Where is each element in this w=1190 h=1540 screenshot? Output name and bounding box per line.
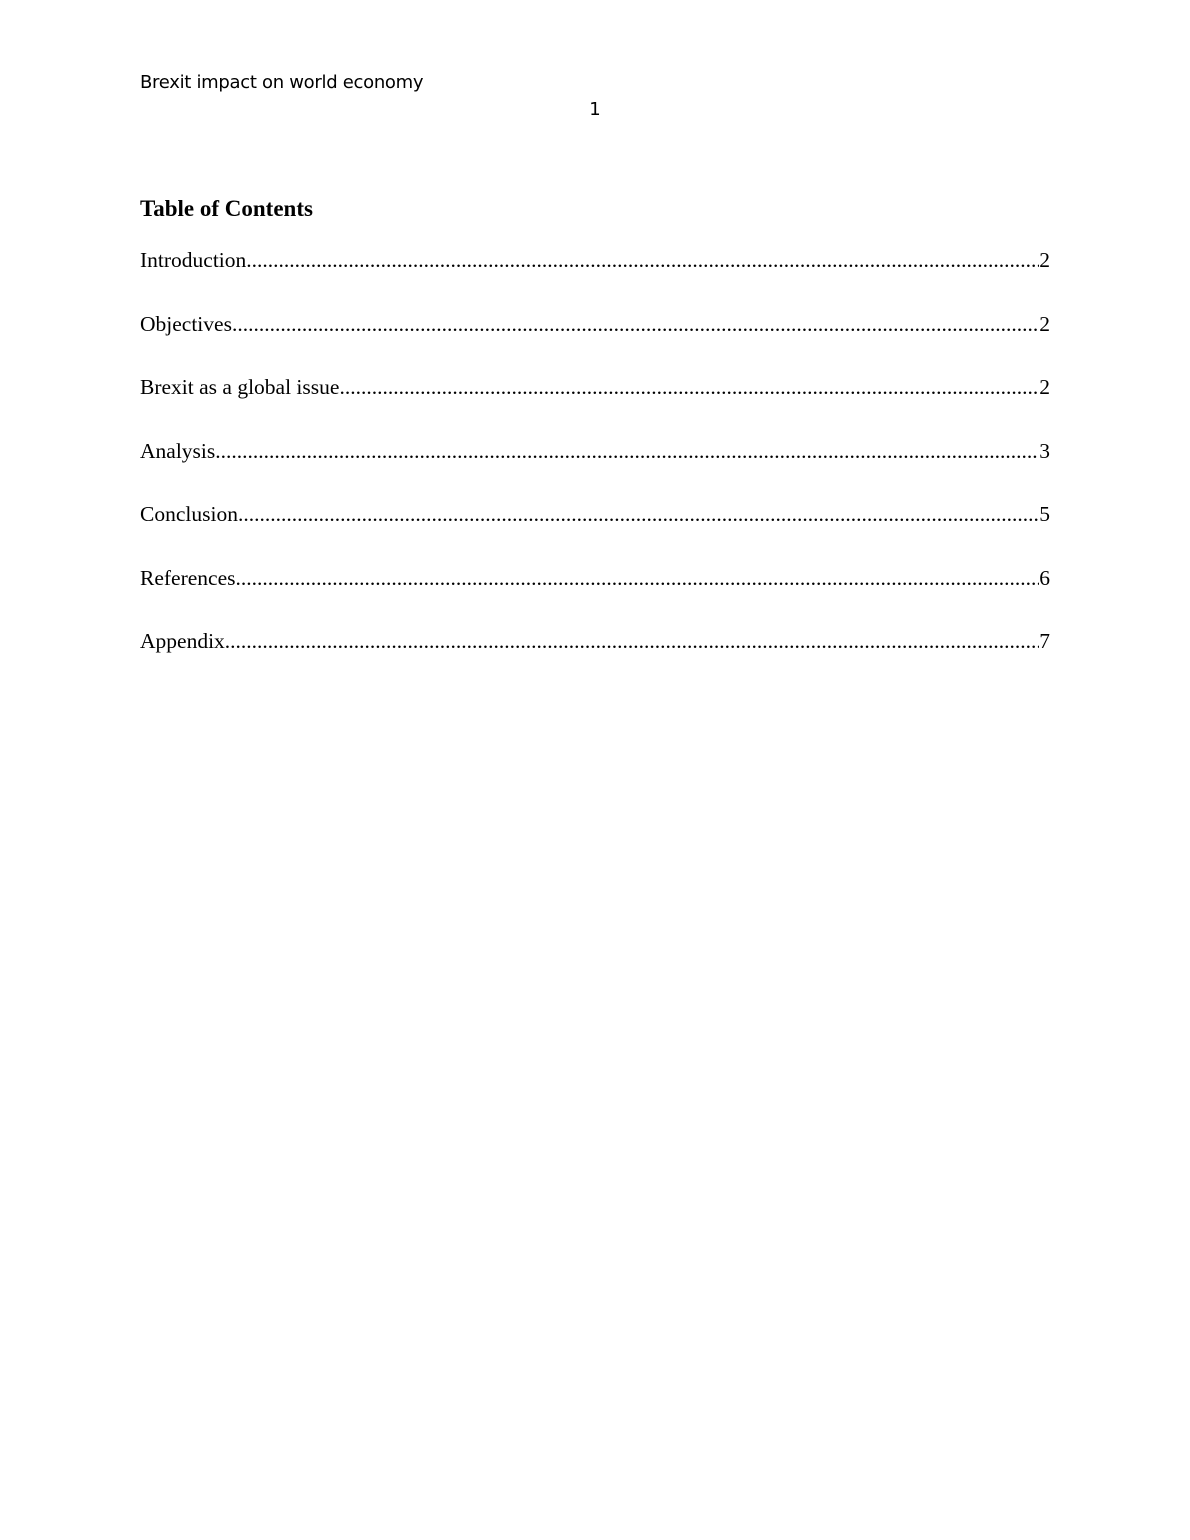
toc-entry-label: Conclusion [140,502,238,526]
toc-entry-label: Appendix [140,629,225,653]
toc-entry-references[interactable] [140,566,1050,630]
toc-dot-leader [225,629,1039,654]
toc-entry-page: 2 [1039,311,1050,336]
toc-entry-introduction[interactable] [140,248,1050,312]
toc-entry-label: References [140,565,236,590]
toc-entry-conclusion[interactable] [140,502,1050,566]
toc-entry-appendix[interactable] [140,629,1050,693]
toc-entry-page: 2 [1039,248,1050,272]
toc-dot-leader [339,375,1039,400]
toc-entry-label: Brexit as a global issue [140,375,340,399]
toc-entry-label: Objectives [140,311,232,336]
toc-dot-leader [215,439,1039,464]
toc-dot-leader [238,502,1039,527]
toc-entry-page: 3 [1039,438,1050,463]
toc-entry-label: Analysis [140,438,216,463]
running-header-title: Brexit impact on world economy [140,72,424,93]
toc-entry-page: 7 [1039,629,1050,653]
toc-entry-label: Introduction [140,248,247,272]
toc-dot-leader [232,312,1039,337]
toc-entry-brexit-global-issue[interactable] [140,375,1050,439]
toc-entry-page: 5 [1039,502,1050,526]
toc-dot-leader [246,248,1039,273]
toc-entry-objectives[interactable] [140,312,1050,376]
toc-dot-leader [236,566,1040,591]
page-number: 1 [589,99,601,120]
toc-entry-page: 2 [1039,375,1050,399]
toc-entry-analysis[interactable] [140,439,1050,503]
toc-heading: Table of Contents [140,196,313,221]
toc-list [140,248,1050,693]
toc-entry-page: 6 [1039,565,1050,590]
